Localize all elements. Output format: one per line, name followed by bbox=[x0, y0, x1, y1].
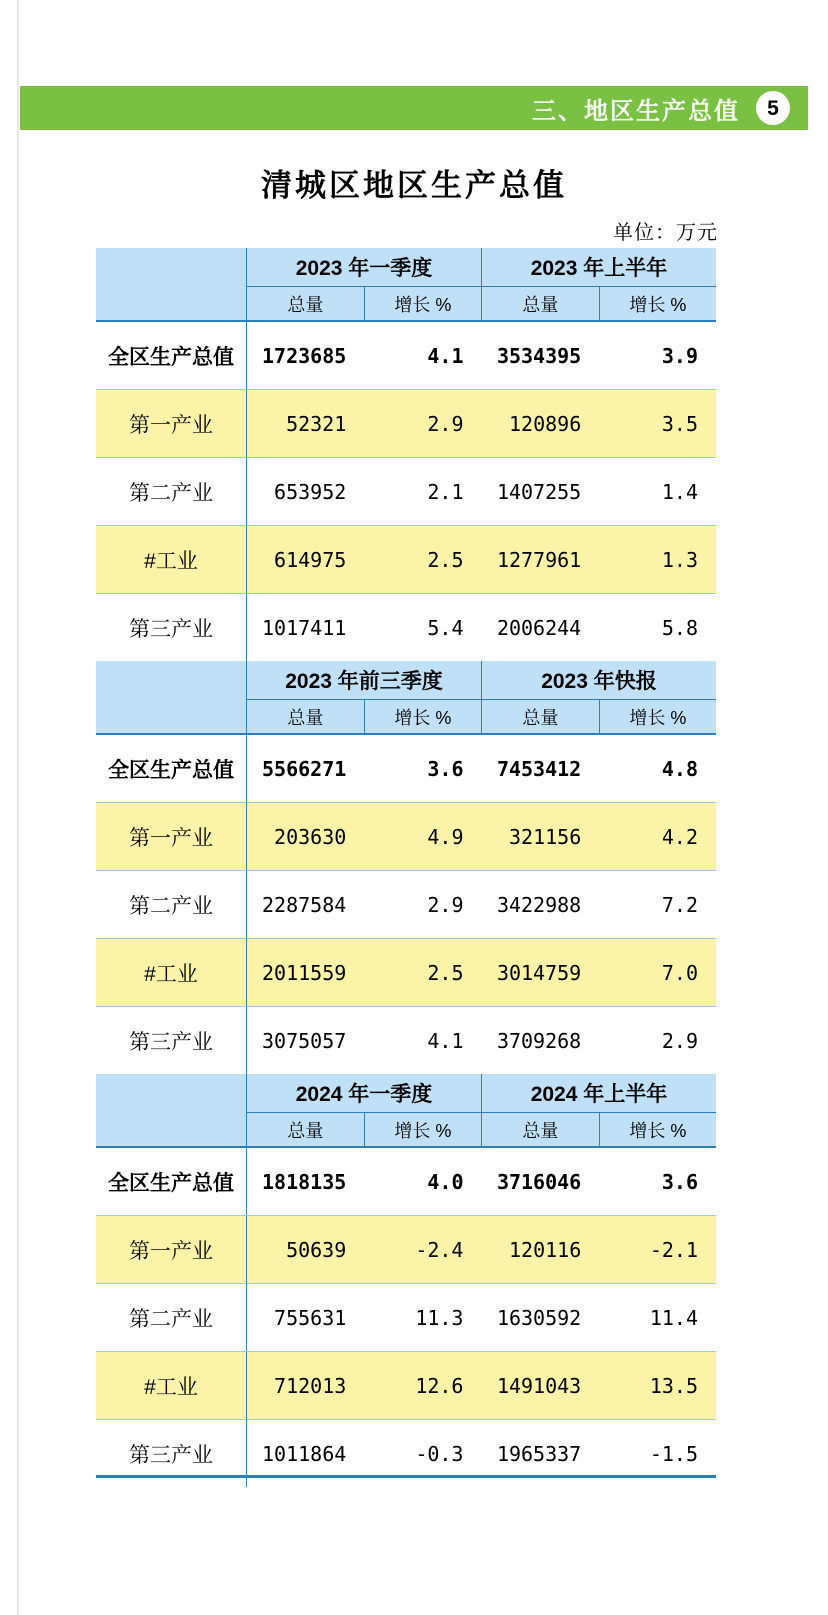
section-header-band bbox=[20, 86, 808, 130]
column-header: 增长 % bbox=[364, 700, 481, 735]
row-label: 第三产业 bbox=[96, 594, 247, 662]
column-header: 总量 bbox=[247, 1113, 365, 1148]
table-row bbox=[96, 458, 716, 526]
table-row bbox=[96, 390, 716, 458]
row-value: 4.9 bbox=[364, 803, 481, 871]
row-label: 全区生产总值 bbox=[96, 321, 247, 390]
column-header: 总量 bbox=[247, 700, 365, 735]
row-value: 4.1 bbox=[427, 1028, 464, 1053]
row-value: -1.5 bbox=[649, 1441, 698, 1466]
row-value: 1818135 bbox=[247, 1147, 365, 1216]
row-value: 1011864 bbox=[261, 1441, 347, 1466]
corner-cell bbox=[96, 248, 247, 287]
column-header: 增长 % bbox=[599, 287, 716, 322]
column-header: 增长 % bbox=[364, 1113, 481, 1148]
row-value: 120116 bbox=[481, 1216, 599, 1284]
row-value: 4.0 bbox=[364, 1147, 481, 1216]
column-header: 总量 bbox=[247, 287, 365, 322]
row-value: 203630 bbox=[247, 803, 365, 871]
row-value: 712013 bbox=[247, 1352, 365, 1420]
row-value: 50639 bbox=[247, 1216, 365, 1284]
table-row bbox=[96, 871, 716, 939]
row-value: 7.2 bbox=[599, 871, 716, 939]
row-value: 1277961 bbox=[481, 526, 599, 594]
group-header-row bbox=[96, 1074, 716, 1113]
row-value: 120896 bbox=[481, 390, 599, 458]
gdp-table bbox=[96, 248, 716, 1487]
column-header: 总量 bbox=[481, 1113, 599, 1148]
row-value: 1965337 bbox=[496, 1441, 582, 1466]
row-value: 7453412 bbox=[481, 734, 599, 803]
table-row bbox=[96, 1007, 716, 1075]
row-value: 2.1 bbox=[364, 458, 481, 526]
row-value: 3.6 bbox=[364, 734, 481, 803]
row-label: #工业 bbox=[96, 526, 247, 594]
row-value: 52321 bbox=[247, 390, 365, 458]
row-value: 3075057 bbox=[261, 1028, 347, 1053]
row-label: 第二产业 bbox=[96, 1284, 247, 1352]
group-header-row bbox=[96, 661, 716, 700]
row-value: 4.8 bbox=[599, 734, 716, 803]
table-row bbox=[96, 526, 716, 594]
row-label: 第三产业 bbox=[96, 1420, 247, 1488]
table-bottom-rule bbox=[96, 1475, 716, 1478]
row-value: 2011559 bbox=[247, 939, 365, 1007]
period-label: 2023 年上半年 bbox=[481, 248, 716, 287]
row-label: 第二产业 bbox=[96, 871, 247, 939]
row-value: 11.4 bbox=[599, 1284, 716, 1352]
column-header: 总量 bbox=[481, 287, 599, 322]
row-value: -0.3 bbox=[415, 1441, 464, 1466]
table-row bbox=[96, 1284, 716, 1352]
section-title: 三、地区生产总值 bbox=[532, 97, 740, 125]
row-label: 第三产业 bbox=[96, 1007, 247, 1075]
table-row bbox=[96, 594, 716, 662]
row-value: 3.5 bbox=[599, 390, 716, 458]
row-value: 1407255 bbox=[481, 458, 599, 526]
row-label: #工业 bbox=[96, 939, 247, 1007]
row-value: -2.4 bbox=[364, 1216, 481, 1284]
corner-cell bbox=[96, 700, 247, 735]
row-value: 3716046 bbox=[481, 1147, 599, 1216]
row-label: 第一产业 bbox=[96, 803, 247, 871]
row-value: 1630592 bbox=[481, 1284, 599, 1352]
row-value: 1.3 bbox=[599, 526, 716, 594]
table-row bbox=[96, 1352, 716, 1420]
row-value: 3.6 bbox=[599, 1147, 716, 1216]
row-value: 5.4 bbox=[427, 615, 464, 640]
row-label: 第一产业 bbox=[96, 1216, 247, 1284]
table-row bbox=[96, 1147, 716, 1216]
period-label: 2023 年前三季度 bbox=[247, 661, 482, 700]
row-value: 2.9 bbox=[364, 871, 481, 939]
column-header-row bbox=[96, 700, 716, 735]
row-value: 1491043 bbox=[481, 1352, 599, 1420]
table-body bbox=[96, 248, 716, 1487]
row-value: 2.5 bbox=[364, 939, 481, 1007]
row-value: 2287584 bbox=[247, 871, 365, 939]
row-value: 2.9 bbox=[364, 390, 481, 458]
row-value: 2.9 bbox=[661, 1028, 698, 1053]
row-value: 3422988 bbox=[481, 871, 599, 939]
page-title: 清城区地区生产总值 bbox=[261, 168, 567, 203]
table-row bbox=[96, 734, 716, 803]
row-value: 2006244 bbox=[496, 615, 582, 640]
table-row bbox=[96, 1216, 716, 1284]
row-value: 614975 bbox=[247, 526, 365, 594]
row-value: 13.5 bbox=[599, 1352, 716, 1420]
row-value: 1.4 bbox=[599, 458, 716, 526]
row-value: -2.1 bbox=[599, 1216, 716, 1284]
row-value: 7.0 bbox=[599, 939, 716, 1007]
corner-cell bbox=[96, 287, 247, 322]
period-label: 2023 年一季度 bbox=[247, 248, 482, 287]
column-header: 增长 % bbox=[599, 700, 716, 735]
table-row bbox=[96, 321, 716, 390]
period-label: 2023 年快报 bbox=[481, 661, 716, 700]
row-value: 2.5 bbox=[364, 526, 481, 594]
page-left-rule bbox=[17, 0, 22, 1615]
row-label: 全区生产总值 bbox=[96, 734, 247, 803]
row-value: 3014759 bbox=[481, 939, 599, 1007]
row-label: 全区生产总值 bbox=[96, 1147, 247, 1216]
period-label: 2024 年一季度 bbox=[247, 1074, 482, 1113]
column-header: 增长 % bbox=[364, 287, 481, 322]
row-value: 5566271 bbox=[247, 734, 365, 803]
row-value: 321156 bbox=[481, 803, 599, 871]
group-header-row bbox=[96, 248, 716, 287]
table-row bbox=[96, 939, 716, 1007]
row-label: 第一产业 bbox=[96, 390, 247, 458]
row-value: 4.2 bbox=[599, 803, 716, 871]
table-row bbox=[96, 803, 716, 871]
column-header-row bbox=[96, 287, 716, 322]
row-value: 12.6 bbox=[364, 1352, 481, 1420]
row-value: 1017411 bbox=[261, 615, 347, 640]
row-value: 653952 bbox=[247, 458, 365, 526]
row-value: 4.1 bbox=[364, 321, 481, 390]
column-header-row bbox=[96, 1113, 716, 1148]
row-value: 11.3 bbox=[364, 1284, 481, 1352]
unit-label: 单位：万元 bbox=[613, 222, 718, 244]
row-value: 1723685 bbox=[247, 321, 365, 390]
row-value: 3709268 bbox=[496, 1028, 582, 1053]
column-header: 增长 % bbox=[599, 1113, 716, 1148]
row-value: 5.8 bbox=[661, 615, 698, 640]
corner-cell bbox=[96, 1074, 247, 1113]
period-label: 2024 年上半年 bbox=[481, 1074, 716, 1113]
row-label: #工业 bbox=[96, 1352, 247, 1420]
row-value: 755631 bbox=[247, 1284, 365, 1352]
corner-cell bbox=[96, 661, 247, 700]
row-value: 3.9 bbox=[599, 321, 716, 390]
page-number-badge: 5 bbox=[756, 91, 790, 125]
column-header: 总量 bbox=[481, 700, 599, 735]
row-value: 3534395 bbox=[481, 321, 599, 390]
corner-cell bbox=[96, 1113, 247, 1148]
row-label: 第二产业 bbox=[96, 458, 247, 526]
